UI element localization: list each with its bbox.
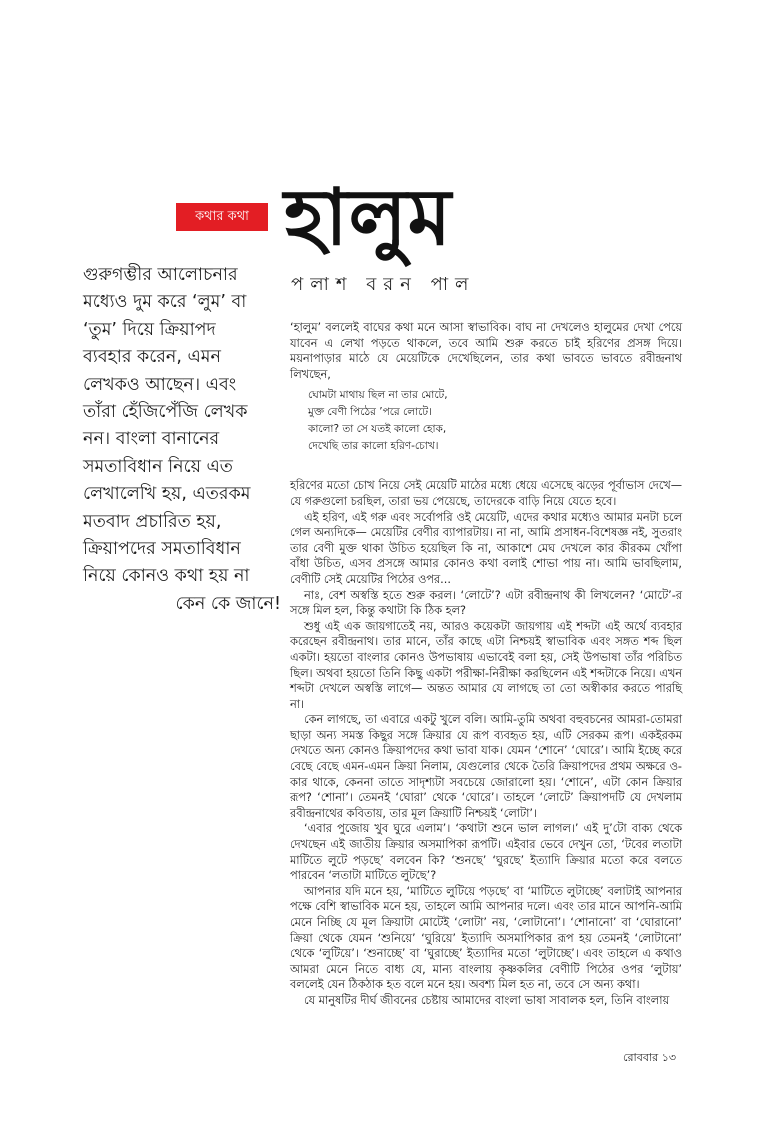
poem-line: কালো? তা সে যতই কালো হোক, — [308, 423, 447, 436]
paragraph: নাঃ, বেশ অস্বস্তি হতে শুরু করল। ‘লোটে’? এটা রবীন্দ্রনাথ কী লিখলেন? ‘মোটে’-র সঙ্গে মিল হল, কিন্তু কথাটা কি ঠিক হল? — [290, 588, 682, 618]
author-byline: পলাশ বরন পাল — [291, 274, 476, 295]
pull-quote-line: লেখকও আছেন। এবং — [83, 374, 237, 395]
pull-quote-line: তাঁরা হেঁজিপেঁজি লেখক — [83, 402, 248, 423]
poem-line: মুক্ত বেণী পিঠের ’পরে লোটে। — [308, 406, 432, 419]
pull-quote-line: গুরুগম্ভীর আলোচনার — [83, 265, 238, 285]
article-title: হালুম — [284, 173, 453, 263]
article-body — [290, 320, 682, 1009]
poem-line: দেখেছি তার কালো হরিণ-চোখ। — [308, 440, 439, 453]
pull-quote-line: ‘তুম’ দিয়ে ক্রিয়াপদ — [83, 319, 216, 340]
pull-quote-line: নিয়ে কোনও কথা হয় না — [83, 566, 250, 587]
pull-quote-line: ক্রিয়াপদের সমতাবিধান — [83, 539, 241, 560]
pull-quote-line: ব্যবহার করেন, এমন — [83, 347, 221, 368]
paragraph: এই হরিণ, এই গরু এবং সর্বোপরি ওই মেয়েটি, এদের কথার মধ্যেও আমার মনটা চলে গেল অন্যদিকে— মেয়েটির বেণীর ব্যাপারটায়। না না, আমি প্রসাধন-বিশেষজ্ঞ নই, সুতরাং তার বেণী মুক্ত থাকা উচিত হয়েছিল কি না, আকাশে মেঘ দেখলে কার কীরকম খোঁপা বাঁধা উচিত, এসব প্রসঙ্গে আমার কোনও কথা বলাই শোভা পায় না। আমি ভাবছিলাম, বেণীটি সেই মেয়েটির পিঠের ওপর... — [290, 510, 682, 586]
section-gap — [290, 464, 682, 478]
paragraph: আপনার যদি মনে হয়, ‘মাটিতে লুটিয়ে পড়ছে’ বা ‘মাটিতে লুটাচ্ছে’ বলাটাই আপনার পক্ষে বেশি স্বাভাবিক মনে হয়, তাহলে আমি আপনার দলে। এবং তার মানে আপনি-আমি মেনে নিচ্ছি যে মূল ক্রিয়াটা মোটেই ‘লোটা’ নয়, ‘লোটানো’। ‘শোনানো’ বা ‘ঘোরানো’ ক্রিয়া থেকে যেমন ‘শুনিয়ে’ ‘ঘুরিয়ে’ ইত্যাদি অসমাপিকার রূপ হয় তেমনই ‘লোটানো’ থেকে ‘লুটিয়ে’। ‘শুনাচ্ছে’ বা ‘ঘুরাচ্ছে’ ইত্যাদির মতো ‘লুটাচ্ছে’। এবং তাহলে এ কথাও আমরা মেনে নিতে বাধ্য যে, মান্য বাংলায় কৃষ্ণকলির বেণীটি পিঠের ওপর ‘লুটায়’ বললেই যেন ঠিকঠাক হত বলে মনে হয়। অবশ্য মিল হত না, তবে সে অন্য কথা। — [290, 884, 682, 992]
paragraph: যে মানুষটির দীর্ঘ জীবনের চেষ্টায় আমাদের বাংলা ভাষা সাবালক হল, তিনি বাংলায় — [304, 993, 670, 1007]
intro-paragraph: ‘হালুম’ বললেই বাঘের কথা মনে আসা স্বাভাবিক। বাঘ না দেখলেও হালুমের দেখা পেয়ে যাবেন এ লেখা পড়তে থাকলে, তবে আমি শুরু করতে চাই হরিণের প্রসঙ্গ দিয়ে। ময়নাপাড়ার মাঠে যে মেয়েটিকে দেখেছিলেন, তার কথা ভাবতে ভাবতে রবীন্দ্রনাথ লিখছেন, — [290, 321, 682, 381]
paragraph: হরিণের মতো চোখ নিয়ে সেই মেয়েটি মাঠের মধ্যে ধেয়ে এসেছে ঝড়ের পূর্বাভাস দেখে— যে গরুগুলো চরছিল, তারা ভয় পেয়েছে, তাদেরকে বাড়ি নিয়ে যেতে হবে। — [290, 479, 682, 508]
pull-quote — [83, 262, 281, 618]
pull-quote-line: মতবাদ প্রচারিত হয়, — [83, 511, 222, 532]
pull-quote-line: নন। বাংলা বানানের — [83, 429, 220, 450]
pull-quote-line: মধ্যেও দুম করে ‘লুম’ বা — [83, 292, 247, 313]
pull-quote-line: কেন কে জানে! — [175, 593, 281, 614]
section-tag: কথার কথা — [176, 203, 268, 231]
poem-quote — [308, 387, 682, 455]
paragraph: শুধু এই এক জায়গাতেই নয়, আরও কয়েকটা জায়গায় এই শব্দটা এই অর্থে ব্যবহার করেছেন রবীন্দ্রনাথ। তার মানে, তাঁর কাছে এটা নিশ্চয়ই স্বাভাবিক এবং সঙ্গত শব্দ ছিল একটা। হয়তো বাংলার কোনও উপভাষায় এভাবেই বলা হয়, সেই উপভাষা তাঁর পরিচিত ছিল। অথবা হয়তো তিনি কিছু একটা পরীক্ষা-নিরীক্ষা করছিলেন এই শব্দটাকে নিয়ে। এখন শব্দটা দেখলে অস্বস্তি লাগে— অন্তত আমার যে লাগছে তা তো অস্বীকার করতে পারছি না। — [290, 619, 682, 711]
paragraph: কেন লাগছে, তা এবারে একটু খুলে বলি। আমি-তুমি অথবা বহুবচনের আমরা-তোমরা ছাড়া অন্য সমস্ত কিছুর সঙ্গে ক্রিয়ার যে রূপ ব্যবহৃত হয়, এটি সেরকম রূপ। একইরকম দেখতে অন্য কোনও ক্রিয়াপদের কথা ভাবা যাক। যেমন ‘শোনে’ ‘ঘোরে’। আমি ইচ্ছে করে বেছে বেছে এমন-এমন ক্রিয়া নিলাম, যেগুলোর থেকে তৈরি ক্রিয়াপদের প্রথম অক্ষরে ও-কার থাকে, কেননা তাতে সাদৃশ্যটা সবচেয়ে জোরালো হয়। ‘শোনে’, এটা কোন ক্রিয়ার রূপ? ‘শোনা’। তেমনই ‘ঘোরা’ থেকে ‘ঘোরে’। তাহলে ‘লোটে’ ক্রিয়াপদটি যে দেখলাম রবীন্দ্রনাথের কবিতায়, তার মূল ক্রিয়াটি নিশ্চয়ই ‘লোটা’। — [290, 713, 682, 820]
paragraph: ‘এবার পুজোয় খুব ঘুরে এলাম’। ‘কথাটা শুনে ভাল লাগল।’ এই দু’টো বাক্য থেকে দেখছেন এই জাতীয় ক্রিয়ার অসমাপিকা রূপটি। এইবার ভেবে দেখুন তো, ‘টবের লতাটা মাটিতে লুটে পড়ছে’ বলবেন কি? ‘শুনছে’ ‘ঘুরছে’ ইত্যাদি ক্রিয়ার মতো করে বলতে পারবেন ‘লতাটা মাটিতে লুটছে’? — [290, 822, 682, 883]
pull-quote-line: লেখালেখি হয়, এতরকম — [83, 484, 251, 505]
pull-quote-line: সমতাবিধান নিয়ে এত — [83, 456, 233, 477]
page-footer: রোববার ১৩ — [623, 1051, 676, 1064]
poem-line: ঘোমটা মাথায় ছিল না তার মোটে, — [308, 389, 448, 402]
